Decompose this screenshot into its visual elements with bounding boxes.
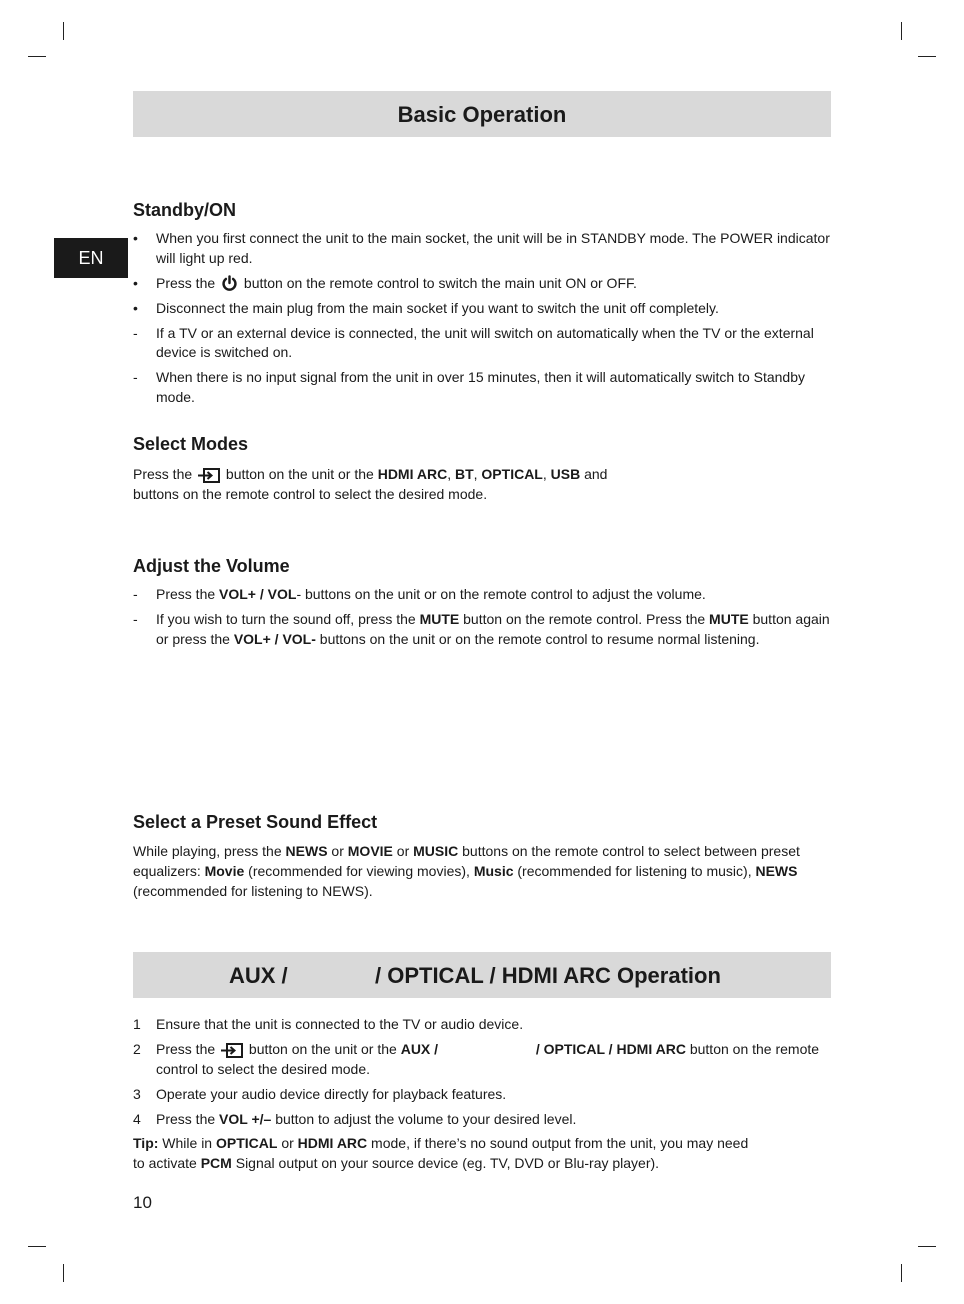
preset-text: While playing, press the NEWS or MOVIE or MUSIC buttons on the remote control to select between preset equalizers: Movie (recommended for viewing movies), Music (recommended for listening to music), NEWS (recommended for listening to NEWS). (133, 843, 800, 899)
section-header-aux-operation (133, 952, 831, 998)
heading-preset-sound: Select a Preset Sound Effect (133, 812, 378, 832)
section-header-basic-operation (133, 91, 831, 137)
input-source-icon (198, 468, 220, 483)
aux-steps-list (133, 1015, 833, 1135)
volume-list (133, 585, 833, 655)
standby-list (133, 229, 833, 413)
crop-mark (28, 56, 46, 57)
page-number: 10 (133, 1193, 152, 1212)
list-item: - If you wish to turn the sound off, press the MUTE button on the remote control. Press the MUTE button again or press the VOL+ / VOL- buttons on the unit or on the remote control to resume normal listening. (133, 611, 830, 647)
list-item: • Disconnect the main plug from the main socket if you want to switch the unit off completely. (133, 299, 719, 316)
list-item: 1 Ensure that the unit is connected to the TV or audio device. (133, 1016, 524, 1032)
heading-standby: Standby/ON (133, 200, 237, 220)
list-item: - When there is no input signal from the unit in over 15 minutes, then it will automatically switch to Standby mode. (133, 369, 805, 405)
crop-mark (63, 22, 64, 40)
list-item: 4 Press the VOL +/– button to adjust the volume to your desired level. (133, 1110, 577, 1127)
crop-mark (28, 1246, 46, 1247)
crop-mark (918, 56, 936, 57)
heading-select-modes: Select Modes (133, 434, 249, 454)
select-modes-text: Press the button on the unit or the HDMI ARC, BT, OPTICAL, USB and buttons on the remote control to select the desired mode. (133, 466, 608, 502)
crop-mark (901, 22, 902, 40)
input-source-icon (221, 1043, 243, 1058)
power-icon (221, 275, 238, 292)
list-item: • Press the button on the remote control to switch the main unit ON or OFF. (133, 274, 637, 291)
list-item: - If a TV or an external device is connected, the unit will switch on automatically when the TV or the external device is switched on. (133, 324, 814, 360)
crop-mark (918, 1246, 936, 1247)
list-item: • When you first connect the unit to the main socket, the unit will be in STANDBY mode. The POWER indicator will light up red. (133, 230, 830, 266)
list-item: 3 Operate your audio device directly for playback features. (133, 1085, 507, 1102)
list-item: - Press the VOL+ / VOL- buttons on the unit or on the remote control to adjust the volume. (133, 586, 706, 602)
page-title: Basic Operation (397, 102, 567, 127)
language-tab: EN (54, 238, 128, 278)
list-item: 2 Press the button on the unit or the AUX / / OPTICAL / HDMI ARC button on the remote control to select the desired mode. (133, 1041, 820, 1077)
heading-adjust-volume: Adjust the Volume (133, 556, 290, 576)
aux-header-part2: / OPTICAL / HDMI ARC Operation (375, 963, 721, 988)
tip-text: Tip: While in OPTICAL or HDMI ARC mode, if there’s no sound output from the unit, you may need to activate PCM Signal output on your source device (eg. TV, DVD or Blu-ray player). (133, 1135, 749, 1171)
crop-mark (901, 1264, 902, 1282)
crop-mark (63, 1264, 64, 1282)
aux-header-part1: AUX / (229, 963, 288, 988)
